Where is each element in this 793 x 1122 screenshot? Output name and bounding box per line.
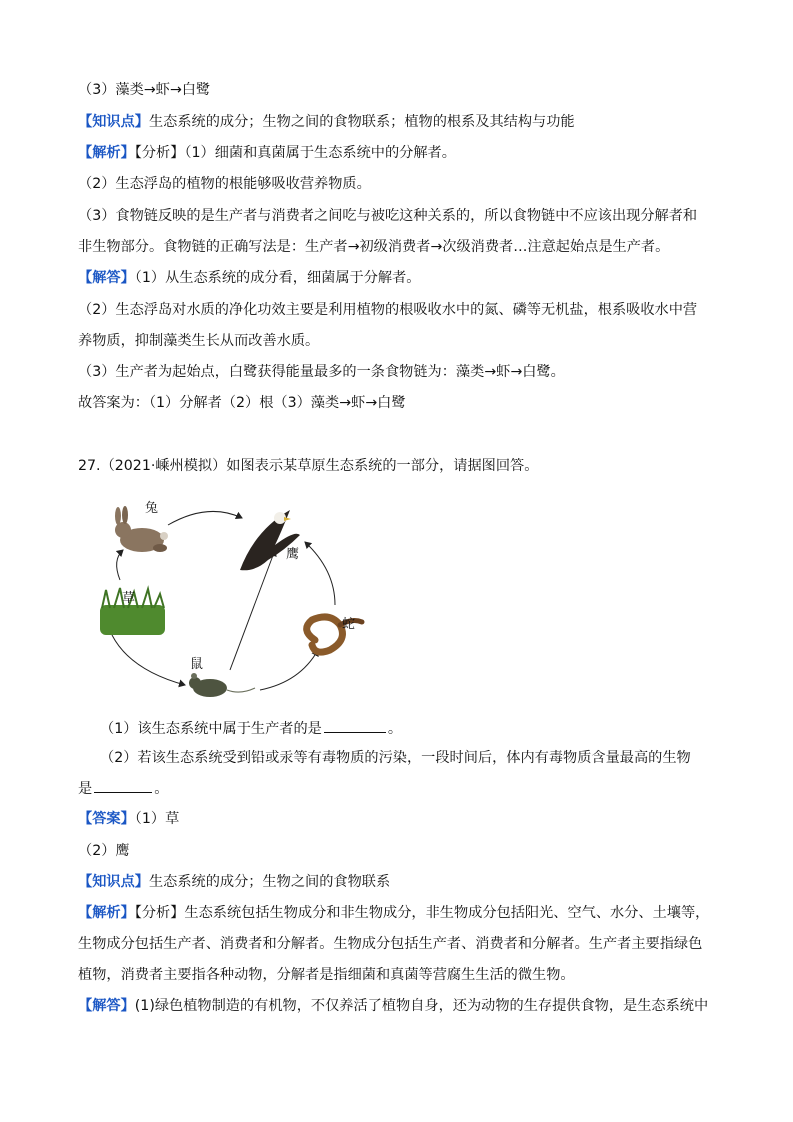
question-2-prefix: 是: [78, 781, 93, 797]
knowledge-text: 生态系统的成分；生物之间的食物联系；植物的根系及其结构与功能: [148, 114, 575, 130]
answer-blank-1: [324, 718, 386, 733]
prev-answer-part3: （3）藻类→虾→白鹭: [78, 82, 211, 98]
arrow-rabbit-to-eagle: [168, 511, 242, 525]
prev-solution-2a: （2）生态浮岛对水质的净化功效主要是利用植物的根吸收水中的氮、磷等无机盐，根系吸收水中营: [78, 302, 698, 318]
question-1-prefix: （1）该生态系统中属于生产者的是: [100, 721, 322, 737]
analysis-line-27a: [78, 903, 709, 923]
question-27-stem: 27.（2021·嵊州模拟）如图表示某草原生态系统的一部分，请据图回答。: [78, 458, 539, 474]
question-2-suffix: 。: [154, 781, 169, 797]
prev-analysis-3a: （3）食物链反映的是生产者与消费者之间吃与被吃这种关系的，所以食物链中不应该出现分解者和: [78, 208, 698, 224]
prev-knowledge-line: [78, 112, 575, 132]
label-snake: 蛇: [342, 617, 356, 632]
rabbit-icon: [115, 506, 168, 552]
question-1-line: [100, 718, 402, 739]
knowledge-tag-27: 【知识点】: [78, 874, 149, 890]
label-grass: 草: [122, 591, 136, 606]
solution-text-27a: (1)绿色植物制造的有机物，不仅养活了植物自身，还为动物的生存提供食物，是生态系统中: [134, 998, 709, 1014]
question-2-line-1: （2）若该生态系统受到铅或汞等有毒物质的污染，一段时间后，体内有毒物质含量最高的生物: [100, 750, 691, 766]
arrow-grass-to-mouse: [112, 635, 185, 685]
label-mouse: 鼠: [190, 657, 204, 672]
answer-2: （2）鹰: [78, 843, 130, 859]
answer-tag: 【答案】: [78, 811, 135, 827]
answer-line: [78, 809, 179, 829]
label-rabbit: 兔: [145, 501, 159, 516]
question-1-suffix: 。: [387, 721, 403, 737]
analysis-tag-27: 【解析】: [78, 905, 135, 921]
answer-blank-2: [94, 778, 152, 793]
food-web-diagram: [90, 490, 390, 705]
prev-analysis-line: [78, 143, 456, 163]
arrow-grass-to-rabbit: [117, 550, 123, 580]
solution-1: （1）从生态系统的成分看，细菌属于分解者。: [134, 270, 421, 286]
knowledge-line-27: [78, 872, 390, 892]
answer-1: （1）草: [134, 811, 180, 827]
prev-solution-2b: 养物质，抑制藻类生长从而改善水质。: [78, 333, 320, 349]
prev-analysis-3b: 非生物部分。食物链的正确写法是：生产者→初级消费者→次级消费者…注意起始点是生产者。: [78, 239, 670, 255]
mouse-icon: [189, 673, 255, 697]
question-2-line-2: [78, 778, 168, 799]
arrow-mouse-to-snake: [260, 650, 318, 690]
analysis-line-27b: 生物成分包括生产者、消费者和分解者。生物成分包括生产者、消费者和分解者。生产者主要指绿色: [78, 936, 703, 952]
prev-solution-3: （3）生产者为起始点，白鹭获得能量最多的一条食物链为：藻类→虾→白鹭。: [78, 364, 565, 380]
label-eagle: 鹰: [286, 547, 300, 562]
prev-final-answer: 故答案为：（1）分解者（2）根（3）藻类→虾→白鹭: [78, 395, 406, 411]
solution-tag: 【解答】: [78, 270, 135, 286]
knowledge-tag: 【知识点】: [78, 114, 149, 130]
analysis-line-27c: 植物，消费者主要指各种动物，分解者是指细菌和真菌等营腐生生活的微生物。: [78, 967, 575, 983]
solution-line-27: [78, 996, 708, 1016]
knowledge-text-27: 生态系统的成分；生物之间的食物联系: [148, 874, 391, 890]
analysis-tag: 【解析】: [78, 145, 135, 161]
arrow-snake-to-eagle: [305, 542, 335, 605]
prev-analysis-2: （2）生态浮岛的植物的根能够吸收营养物质。: [78, 176, 371, 192]
prev-solution-line: [78, 268, 420, 288]
analysis-text-27a: 【分析】生态系统包括生物成分和非生物成分，非生物成分包括阳光、空气、水分、土壤等，: [134, 905, 710, 921]
analysis-intro: 【分析】（1）细菌和真菌属于生态系统中的分解者。: [134, 145, 456, 161]
solution-tag-27: 【解答】: [78, 998, 135, 1014]
